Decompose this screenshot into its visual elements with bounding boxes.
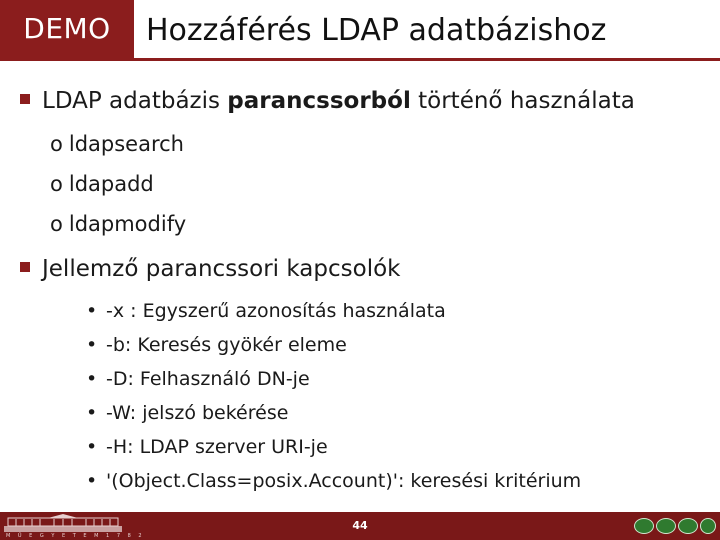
switch-label: -x : Egyszerű azonosítás használata xyxy=(106,300,446,322)
square-bullet-icon xyxy=(20,262,30,272)
dot-bullet-icon: • xyxy=(86,470,98,492)
bullet-text-bold: parancssorból xyxy=(227,88,411,114)
switch-item xyxy=(86,402,288,424)
subitem-label: ldapmodify xyxy=(68,212,187,236)
square-bullet-icon xyxy=(20,94,30,104)
switch-item xyxy=(86,470,581,492)
bullet-text: Jellemző parancssori kapcsolók xyxy=(42,256,401,282)
circle-bullet-icon: o xyxy=(50,212,63,236)
switch-label: '(Object.Class=posix.Account)': keresési kritérium xyxy=(106,470,582,492)
switch-label: -H: LDAP szerver URI-je xyxy=(106,436,328,458)
dot-bullet-icon: • xyxy=(86,300,98,322)
subitem-ldapadd xyxy=(50,172,154,196)
subitem-label: ldapadd xyxy=(68,172,154,196)
nav-first-icon[interactable] xyxy=(634,518,654,534)
bullet-text-post: történő használata xyxy=(410,88,635,114)
circle-bullet-icon: o xyxy=(50,172,63,196)
dot-bullet-icon: • xyxy=(86,334,98,356)
bullet-text-pre: LDAP adatbázis xyxy=(42,88,228,114)
bullet-cli-switches xyxy=(20,256,400,282)
circle-bullet-icon: o xyxy=(50,132,63,156)
switch-item xyxy=(86,436,328,458)
subitem-label: ldapsearch xyxy=(68,132,184,156)
nav-prev-icon[interactable] xyxy=(656,518,676,534)
demo-badge: DEMO xyxy=(0,0,134,58)
switch-label: -W: jelszó bekérése xyxy=(106,402,289,424)
logo-caption: M Ű E G Y E T E M 1 7 8 2 xyxy=(6,533,145,539)
switch-item xyxy=(86,334,347,356)
switch-label: -b: Keresés gyökér eleme xyxy=(106,334,347,356)
bullet-ldap-cli xyxy=(20,88,635,114)
switch-label: -D: Felhasználó DN-je xyxy=(106,368,310,390)
dot-bullet-icon: • xyxy=(86,436,98,458)
nav-last-icon[interactable] xyxy=(700,518,716,534)
page-number: 44 xyxy=(352,519,368,532)
dot-bullet-icon: • xyxy=(86,402,98,424)
dot-bullet-icon: • xyxy=(86,368,98,390)
switch-item xyxy=(86,300,446,322)
nav-next-icon[interactable] xyxy=(678,518,698,534)
slide-footer xyxy=(0,512,720,540)
title-divider xyxy=(0,58,720,61)
subitem-ldapsearch xyxy=(50,132,184,156)
slide-title: Hozzáférés LDAP adatbázishoz xyxy=(146,13,607,48)
switch-item xyxy=(86,368,310,390)
university-building-logo xyxy=(4,514,122,532)
subitem-ldapmodify xyxy=(50,212,186,236)
